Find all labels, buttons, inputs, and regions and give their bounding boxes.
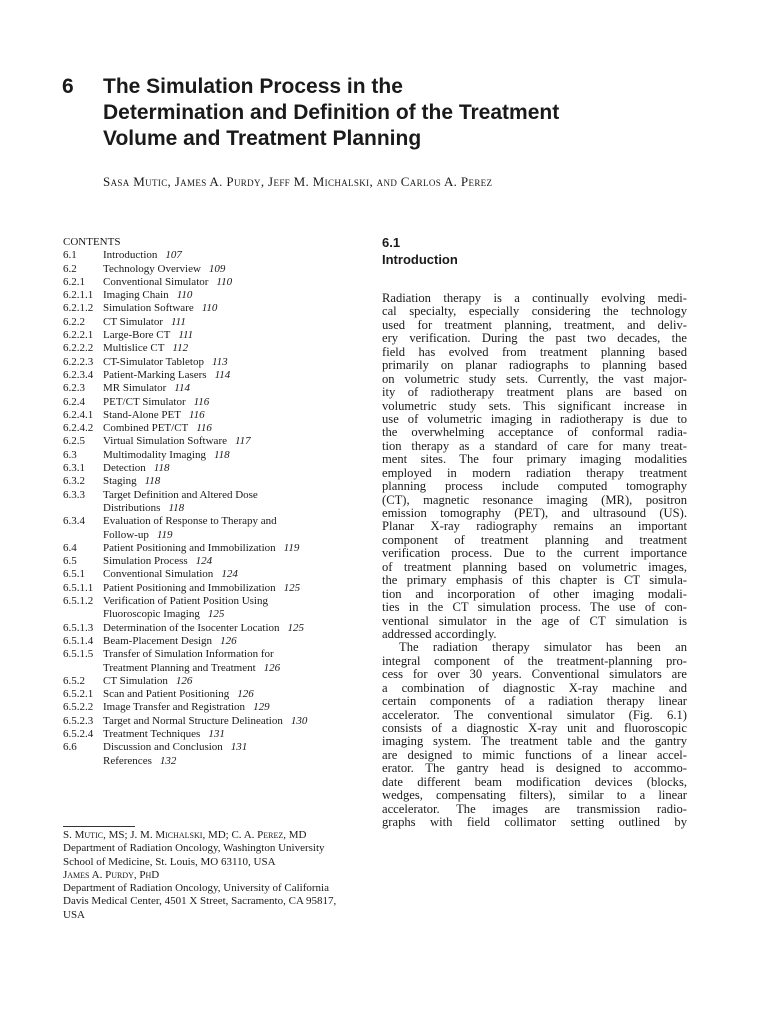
toc-entry-title-text: CT-Simulator Tabletop xyxy=(103,355,204,368)
toc-entry-number: 6.5.1 xyxy=(63,568,85,581)
toc-entry xyxy=(63,555,363,568)
toc-entry xyxy=(63,263,363,276)
footnote-affiliation-line: Department of Radiation Oncology, Washington University xyxy=(63,842,325,855)
toc-entry-page: 110 xyxy=(176,289,193,302)
paragraph-line: imaging system. The treatment table and the gantry xyxy=(382,735,687,749)
toc-entry xyxy=(63,382,363,395)
footnote-author-line: James A. Purdy, PhD xyxy=(63,868,160,881)
toc-entry-title xyxy=(103,542,299,555)
toc-entry-title-text: Transfer of Simulation Information for xyxy=(103,648,274,661)
paragraph-line: field has evolved from treatment planning based xyxy=(382,345,687,359)
toc-entry-title-text: Technology Overview xyxy=(103,262,201,275)
toc-entry xyxy=(63,755,363,768)
contents-heading: CONTENTS xyxy=(63,236,121,248)
toc-entry-title xyxy=(103,715,307,728)
toc-entry-number: 6.2.1 xyxy=(63,275,85,288)
toc-entry-page: 130 xyxy=(290,714,308,727)
toc-entry-title xyxy=(103,755,176,768)
paragraph-line: ventional simulator in the age of CT simulation is xyxy=(382,614,687,628)
toc-entry xyxy=(63,342,363,355)
toc-entry xyxy=(63,715,363,728)
toc-entry-page: 119 xyxy=(156,528,173,541)
toc-entry-title-text: Scan and Patient Positioning xyxy=(103,688,230,701)
toc-entry-title-text: Verification of Patient Position Using xyxy=(103,595,268,608)
chapter-authors: Sasa Mutic, James A. Purdy, Jeff M. Michalski, and Carlos A. Perez xyxy=(103,174,493,189)
toc-entry-title-text: Target and Normal Structure Delineation xyxy=(103,714,283,727)
toc-entry-title xyxy=(103,475,160,488)
toc-entry-number: 6.5.1.2 xyxy=(63,595,94,608)
toc-entry-page: 107 xyxy=(165,249,182,262)
toc-entry-number: 6.3.3 xyxy=(63,488,85,501)
toc-entry xyxy=(63,316,363,329)
toc-entry-title xyxy=(103,741,247,754)
chapter-title-line: Volume and Treatment Planning xyxy=(103,127,422,150)
toc-entry xyxy=(63,356,363,369)
toc-entry-title-text: PET/CT Simulator xyxy=(103,395,186,408)
paragraph-line: integral component of the treatment-planning pro- xyxy=(382,654,687,668)
toc-entry xyxy=(63,302,363,315)
toc-entry-title-text: Distributions xyxy=(103,501,161,514)
chapter-title-line: Determination and Definition of the Treatment xyxy=(103,101,560,124)
toc-entry-title-text: Image Transfer and Registration xyxy=(103,701,246,714)
toc-entry xyxy=(63,449,363,462)
toc-entry-page: 112 xyxy=(172,342,189,355)
toc-entry-page: 118 xyxy=(153,462,170,475)
toc-entry-title xyxy=(103,316,186,329)
toc-entry-title xyxy=(103,342,188,355)
toc-entry-title xyxy=(103,608,224,621)
toc-entry xyxy=(63,422,363,435)
paragraph-line: ties in the CT simulation process. The use of con- xyxy=(382,601,687,615)
toc-entry-title xyxy=(103,582,300,595)
author-affiliations xyxy=(63,829,373,922)
toc-entry-number: 6.4 xyxy=(63,541,77,554)
paragraph-line: accelerator. The images are transmission radio- xyxy=(382,802,687,816)
toc-entry-number: 6.2.4.1 xyxy=(63,408,94,421)
toc-entry xyxy=(63,741,363,754)
toc-entry-title-text: Multimodality Imaging xyxy=(103,448,206,461)
toc-entry xyxy=(63,728,363,741)
toc-entry-number: 6.2.4.2 xyxy=(63,422,94,435)
toc-entry-page: 132 xyxy=(159,754,177,767)
footnote-affiliation-line: USA xyxy=(63,908,86,921)
toc-entry-title xyxy=(103,568,238,581)
paragraph-line: cess for over 30 years. Conventional simulators are xyxy=(382,668,687,682)
toc-entry-title-text: Determination of the Isocenter Location xyxy=(103,621,280,634)
toc-entry-number: 6.3.2 xyxy=(63,475,85,488)
toc-entry xyxy=(63,289,363,302)
paragraph-line: the primary emphasis of this chapter is CT simula- xyxy=(382,574,687,588)
toc-entry-title xyxy=(103,701,270,714)
toc-entry-title-text: Patient Positioning and Immobilization xyxy=(103,581,276,594)
toc-entry-page: 125 xyxy=(287,621,305,634)
toc-entry-page: 109 xyxy=(208,262,226,275)
toc-entry xyxy=(63,462,363,475)
toc-entry xyxy=(63,648,363,661)
toc-entry xyxy=(63,475,363,488)
toc-entry-title xyxy=(103,409,205,422)
toc-entry xyxy=(63,435,363,448)
toc-entry-title xyxy=(103,529,173,542)
toc-entry-title-text: Large-Bore CT xyxy=(103,329,171,342)
toc-entry-title-text: Virtual Simulation Software xyxy=(103,435,227,448)
toc-entry-title-text: Beam-Placement Design xyxy=(103,634,213,647)
paragraph-line: date different beam modification devices (blocks, xyxy=(382,775,687,789)
toc-entry-title-text: Follow-up xyxy=(103,528,149,541)
toc-entry-number: 6.5.2.3 xyxy=(63,714,94,727)
footnote-affiliation-line: Davis Medical Center, 4501 X Street, Sacramento, CA 95817, xyxy=(63,895,337,908)
toc-entry-number: 6.5 xyxy=(63,555,77,568)
toc-entry-title-text: Introduction xyxy=(103,249,158,262)
toc-entry-page: 131 xyxy=(230,741,248,754)
paragraph-line: ment sites. The four primary imaging modalities xyxy=(382,453,687,467)
toc-entry-page: 113 xyxy=(211,355,228,368)
toc-entry xyxy=(63,595,363,608)
toc-entry-page: 110 xyxy=(216,275,233,288)
toc-entry xyxy=(63,542,363,555)
paragraph-line: wedges, compensating filters), similar to a linear xyxy=(382,789,687,803)
toc-entry-title-text: Treatment Planning and Treatment xyxy=(103,661,256,674)
toc-entry-page: 124 xyxy=(195,555,213,568)
paragraph-line: verification process. Due to the current importance xyxy=(382,547,687,561)
toc-entry-title xyxy=(103,688,254,701)
paragraph-line: emission tomography (PET), and ultrasound (US). xyxy=(382,507,687,520)
paragraph-line: graphs with field collimator setting outlined by xyxy=(382,816,687,830)
toc-entry-title xyxy=(103,422,212,435)
section-title: Introduction xyxy=(382,252,458,267)
paragraph-line: The radiation therapy simulator has been an xyxy=(399,641,687,655)
paragraph-line: the overwhelming acceptance of conformal radia- xyxy=(382,426,687,440)
toc-entry-title-text: Conventional Simulation xyxy=(103,568,214,581)
toc-entry-title xyxy=(103,249,182,262)
toc-entry-title-text: Combined PET/CT xyxy=(103,422,189,435)
toc-entry xyxy=(63,276,363,289)
toc-entry-title xyxy=(103,662,280,675)
toc-entry-title-text: Detection xyxy=(103,462,146,475)
toc-entry-title-text: Patient-Marking Lasers xyxy=(103,368,207,381)
paragraph-line: Planar X-ray radiography remains an important xyxy=(382,520,687,534)
toc-entry xyxy=(63,515,363,528)
body-text-column xyxy=(382,234,687,830)
paragraph-line: primarily on planar radiographs to planning based xyxy=(382,359,687,373)
paragraph-line: a combination of diagnostic X-ray machine and xyxy=(382,681,687,695)
toc-entry-title-text: Evaluation of Response to Therapy and xyxy=(103,515,277,528)
toc-entry-page: 125 xyxy=(207,608,225,621)
toc-entry-title-text: References xyxy=(103,754,152,767)
toc-entry-number: 6.5.2.4 xyxy=(63,727,94,740)
toc-entry xyxy=(63,369,363,382)
toc-entry-title-text: Discussion and Conclusion xyxy=(103,741,223,754)
toc-entry-number: 6.5.1.1 xyxy=(63,581,94,594)
toc-entry-title-text: Multislice CT xyxy=(103,342,165,355)
toc-entry-page: 126 xyxy=(237,688,254,701)
footnote-authors-line: S. Mutic, MS; J. M. Michalski, MD; C. A. Perez, MD xyxy=(63,829,307,841)
toc-entry-number: 6.2.2.3 xyxy=(63,355,94,368)
toc-entry-page: 118 xyxy=(213,448,230,461)
toc-entry-number: 6.2 xyxy=(63,262,77,275)
toc-entry-title xyxy=(103,502,184,515)
toc-entry-number: 6.2.1.1 xyxy=(63,289,94,302)
paragraph-line: ery verification. During the past two decades, the xyxy=(382,332,687,346)
toc-entry-title xyxy=(103,515,277,528)
toc-entry-title xyxy=(103,622,304,635)
paragraph-line: of treatment planning based on volumetric images, xyxy=(382,560,687,574)
toc-entry-number: 6.5.2.2 xyxy=(63,701,94,714)
toc-entry-page: 126 xyxy=(263,661,281,674)
toc-entry-title xyxy=(103,675,192,688)
toc-entry-number: 6.5.1.5 xyxy=(63,648,94,661)
toc-entry xyxy=(63,396,363,409)
footnote-divider xyxy=(63,826,135,827)
paragraph-line: planning process include computed tomography xyxy=(382,480,687,494)
toc-entry-title-text: CT Simulator xyxy=(103,315,163,328)
toc-entry xyxy=(63,622,363,635)
toc-entry-page: 125 xyxy=(283,581,301,594)
toc-entry-page: 116 xyxy=(196,422,212,435)
toc-entry xyxy=(63,582,363,595)
chapter-title-line: The Simulation Process in the xyxy=(103,75,403,98)
toc-entry-page: 111 xyxy=(178,329,194,342)
toc-entry-number: 6.2.5 xyxy=(63,435,85,448)
paragraph-line: Radiation therapy is a continually evolving medi- xyxy=(382,292,687,305)
paragraph-line: used for treatment planning, treatment, and deliv- xyxy=(382,318,687,332)
toc-entry-page: 131 xyxy=(208,727,225,740)
toc-entry-title-text: MR Simulator xyxy=(103,382,167,395)
toc-entry xyxy=(63,701,363,714)
toc-entry-number: 6.5.1.4 xyxy=(63,634,94,647)
toc-entry-title xyxy=(103,555,212,568)
toc-entry-title-text: Treatment Techniques xyxy=(103,727,201,740)
toc-entry-page: 111 xyxy=(171,315,186,328)
toc-entry xyxy=(63,568,363,581)
paragraph-line: ity of radiotherapy treatment plans are based on xyxy=(382,386,687,400)
toc-entry-number: 6.3.4 xyxy=(63,515,85,528)
section-number: 6.1 xyxy=(382,235,401,250)
toc-entry-page: 114 xyxy=(174,382,190,395)
toc-entry-title xyxy=(103,728,225,741)
toc-entry-title-text: Staging xyxy=(103,475,137,488)
toc-entry xyxy=(63,489,363,502)
toc-entry-title xyxy=(103,302,217,315)
toc-entry-number: 6.2.2 xyxy=(63,315,85,328)
paragraph-line: certain components of a radiation therapy linear xyxy=(382,695,687,709)
toc-entry xyxy=(63,249,363,262)
footnote-affiliation-line: School of Medicine, St. Louis, MO 63110, USA xyxy=(63,855,276,868)
toc-entry-title xyxy=(103,396,209,409)
toc-entry-page: 129 xyxy=(253,701,270,714)
toc-entry xyxy=(63,502,363,515)
toc-entry xyxy=(63,635,363,648)
toc-entry xyxy=(63,608,363,621)
toc-entry-number: 6.2.3.4 xyxy=(63,368,94,381)
toc-entry-title xyxy=(103,489,258,502)
toc-entry xyxy=(63,662,363,675)
toc-entry-number: 6.5.2 xyxy=(63,674,85,687)
contents-list xyxy=(63,249,363,768)
paragraph-line: (CT), magnetic resonance imaging (MR), positron xyxy=(382,493,687,507)
toc-entry-title xyxy=(103,263,225,276)
toc-entry-page: 117 xyxy=(235,435,251,448)
chapter-title xyxy=(103,74,723,152)
toc-entry-title xyxy=(103,369,230,382)
toc-entry-number: 6.5.1.3 xyxy=(63,621,94,634)
toc-entry-title xyxy=(103,356,228,369)
toc-entry xyxy=(63,529,363,542)
toc-entry xyxy=(63,409,363,422)
toc-entry-number: 6.1 xyxy=(63,249,77,262)
paragraph xyxy=(382,292,687,641)
toc-entry-title xyxy=(103,329,193,342)
table-of-contents xyxy=(63,236,363,768)
paragraph xyxy=(382,641,687,829)
toc-entry-number: 6.2.2.1 xyxy=(63,329,94,342)
toc-entry-title xyxy=(103,648,274,661)
toc-entry-number: 6.3 xyxy=(63,448,77,461)
paragraph-line: tion therapy as a standard of care for many treat- xyxy=(382,439,687,453)
toc-entry-title-text: Conventional Simulator xyxy=(103,275,209,288)
toc-entry-title-text: Imaging Chain xyxy=(103,289,169,302)
toc-entry-title xyxy=(103,382,190,395)
toc-entry-number: 6.6 xyxy=(63,741,77,754)
toc-entry-number: 6.2.2.2 xyxy=(63,342,94,355)
paragraph-line: consists of a diagnostic X-ray unit and fluoroscopic xyxy=(382,722,687,735)
paragraph-line: addressed accordingly. xyxy=(382,627,497,641)
paragraph-line: accelerator. The conventional simulator (Fig. 6.1) xyxy=(382,708,687,722)
toc-entry xyxy=(63,688,363,701)
toc-entry-page: 119 xyxy=(283,541,300,554)
paragraph-line: volumetric study sets. This significant increase in xyxy=(382,399,687,413)
paragraph-line: tion and incorporation of other imaging modali- xyxy=(382,587,687,601)
paragraph-line: cal specialty, especially considering the technology xyxy=(382,305,687,319)
toc-entry-title xyxy=(103,595,268,608)
toc-entry-title-text: Stand-Alone PET xyxy=(103,408,181,421)
toc-entry-title xyxy=(103,289,192,302)
paragraph-line: erator. The gantry head is designed to accommo- xyxy=(382,762,687,776)
toc-entry-title-text: Patient Positioning and Immobilization xyxy=(103,541,276,554)
toc-entry-title xyxy=(103,435,251,448)
toc-entry-title xyxy=(103,449,230,462)
toc-entry-title-text: Target Definition and Altered Dose xyxy=(103,488,258,501)
toc-entry xyxy=(63,675,363,688)
toc-entry-title-text: CT Simulation xyxy=(103,674,168,687)
footnote-affiliation-line: Department of Radiation Oncology, University of California xyxy=(63,882,329,895)
toc-entry-page: 126 xyxy=(220,634,237,647)
toc-entry xyxy=(63,329,363,342)
toc-entry-page: 124 xyxy=(221,568,238,581)
toc-entry-number: 6.2.1.2 xyxy=(63,302,94,315)
toc-entry-page: 110 xyxy=(201,302,218,315)
toc-entry-title xyxy=(103,462,169,475)
toc-entry-page: 114 xyxy=(214,368,231,381)
toc-entry-number: 6.5.2.1 xyxy=(63,688,94,701)
toc-entry-number: 6.2.3 xyxy=(63,382,85,395)
toc-entry-number: 6.3.1 xyxy=(63,462,85,475)
toc-entry-page: 118 xyxy=(144,475,161,488)
toc-entry-page: 116 xyxy=(188,408,205,421)
toc-entry-title xyxy=(103,276,232,289)
toc-entry-page: 116 xyxy=(193,395,210,408)
toc-entry-title-text: Simulation Software xyxy=(103,302,194,315)
toc-entry-page: 126 xyxy=(175,674,193,687)
paragraph-line: are designed to mimic functions of a linear accel- xyxy=(382,748,687,762)
toc-entry-title xyxy=(103,635,237,648)
toc-entry-number: 6.2.4 xyxy=(63,395,85,408)
paragraph-line: on volumetric study sets. Currently, the vast major- xyxy=(382,372,687,386)
chapter-number: 6 xyxy=(62,75,74,98)
paragraph-line: component of treatment planning and treatment xyxy=(382,533,687,547)
toc-entry-title-text: Fluoroscopic Imaging xyxy=(103,608,200,621)
toc-entry-title-text: Simulation Process xyxy=(103,555,188,568)
paragraph-line: employed in modern radiation therapy treatment xyxy=(382,466,687,480)
paragraph-line: use of volumetric imaging in radiotherapy is due to xyxy=(382,412,687,426)
toc-entry-page: 118 xyxy=(168,501,185,514)
